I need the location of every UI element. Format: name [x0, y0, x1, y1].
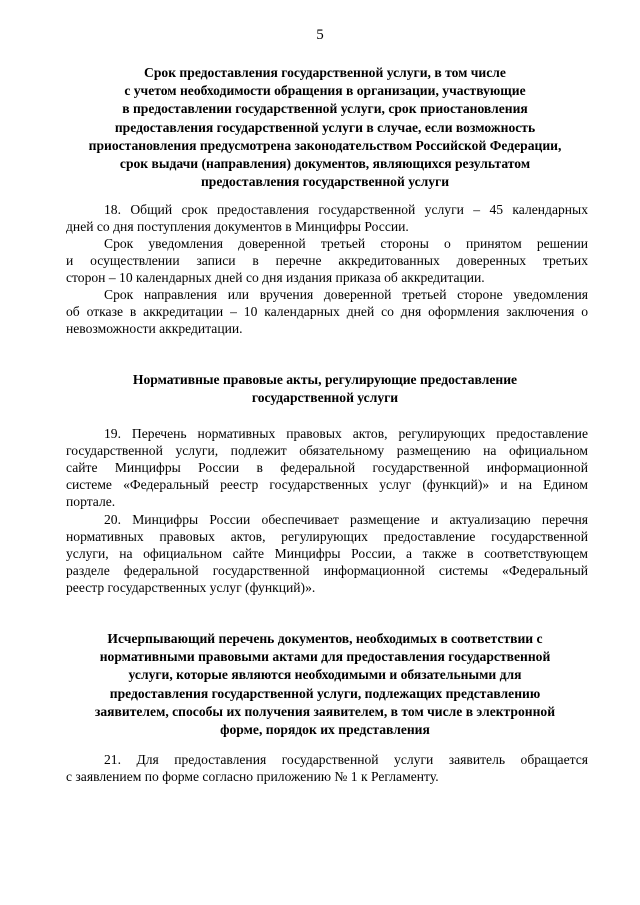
paragraph-18 — [66, 201, 588, 235]
text-line: нормативных правовых актов, регулирующих предоставление государственной — [66, 529, 588, 544]
text-line: 19. Перечень нормативных правовых актов, регулирующих предоставление — [104, 426, 588, 441]
text-line: Срок уведомления доверенной третьей стороны о принятом решении — [104, 236, 588, 251]
text-line: сторон – 10 календарных дней со дня издания приказа об аккредитации. — [66, 270, 485, 285]
heading-line: Нормативные правовые акты, регулирующие предоставление — [132, 372, 518, 387]
heading-line: Исчерпывающий перечень документов, необходимых в соответствии с — [107, 631, 543, 646]
heading-line: предоставления государственной услуги — [200, 174, 450, 190]
heading-line: Срок предоставления государственной услуги, в том числе — [144, 65, 506, 80]
heading-line: государственной услуги — [251, 390, 399, 406]
text-line: государственной услуги, подлежит обязательному размещению на официальном — [66, 443, 588, 458]
section-heading-normative-acts — [60, 371, 590, 407]
text-line: 21. Для предоставления государственной услуги заявитель обращается — [104, 752, 588, 767]
heading-line: в предоставлении государственной услуги, срок приостановления — [122, 101, 528, 117]
paragraph-21 — [66, 751, 588, 785]
paragraph-refusal-term — [66, 286, 588, 337]
heading-line: с учетом необходимости обращения в организации, участвующие — [124, 83, 526, 99]
section-heading-service-term — [60, 64, 590, 191]
text-line: дней со дня поступления документов в Минцифры России. — [66, 219, 409, 234]
text-line: 20. Минцифры России обеспечивает размещение и актуализацию перечня — [104, 512, 588, 527]
text-line: реестр государственных услуг (функций)». — [66, 580, 316, 595]
page-number: 5 — [316, 27, 324, 43]
paragraph-19 — [66, 425, 588, 510]
heading-line: предоставления государственной услуги, подлежащих представлению — [109, 685, 541, 701]
heading-line: приостановления предусмотрена законодательством Российской Федерации, — [88, 137, 562, 153]
heading-line: форме, порядок их представления — [220, 722, 430, 738]
heading-line: заявителем, способы их получения заявителем, в том числе в электронной — [94, 703, 556, 719]
paragraph-20 — [66, 511, 588, 596]
text-line: невозможности аккредитации. — [66, 321, 243, 336]
text-line: 18. Общий срок предоставления государственной услуги – 45 календарных — [104, 202, 588, 217]
text-line: Срок направления или вручения доверенной третьей стороне уведомления — [104, 287, 588, 302]
paragraph-notification-term — [66, 235, 588, 286]
heading-line: срок выдачи (направления) документов, являющихся результатом — [119, 156, 531, 172]
heading-line: услуги, которые являются необходимыми и обязательными для — [128, 667, 522, 683]
text-line: и осуществлении записи в перечне аккредитованных доверенных третьих — [66, 253, 588, 268]
text-line: сайте Минцифры России в федеральной государственной информационной — [66, 460, 588, 475]
text-line: с заявлением по форме согласно приложению № 1 к Регламенту. — [66, 769, 439, 784]
text-line: услуги, на официальном сайте Минцифры России, а также в соответствующем — [66, 546, 588, 561]
section-heading-documents-list — [60, 630, 590, 739]
heading-line: предоставления государственной услуги в случае, если возможность — [114, 119, 536, 135]
text-line: системе «Федеральный реестр государственных услуг (функций)» и на Едином — [66, 477, 588, 492]
text-line: разделе федеральной государственной информационной системы «Федеральный — [66, 563, 588, 578]
text-line: портале. — [66, 494, 116, 509]
heading-line: нормативными правовыми актами для предоставления государственной — [99, 649, 551, 665]
text-line: об отказе в аккредитации – 10 календарных дней со дня оформления заключения о — [66, 304, 588, 319]
